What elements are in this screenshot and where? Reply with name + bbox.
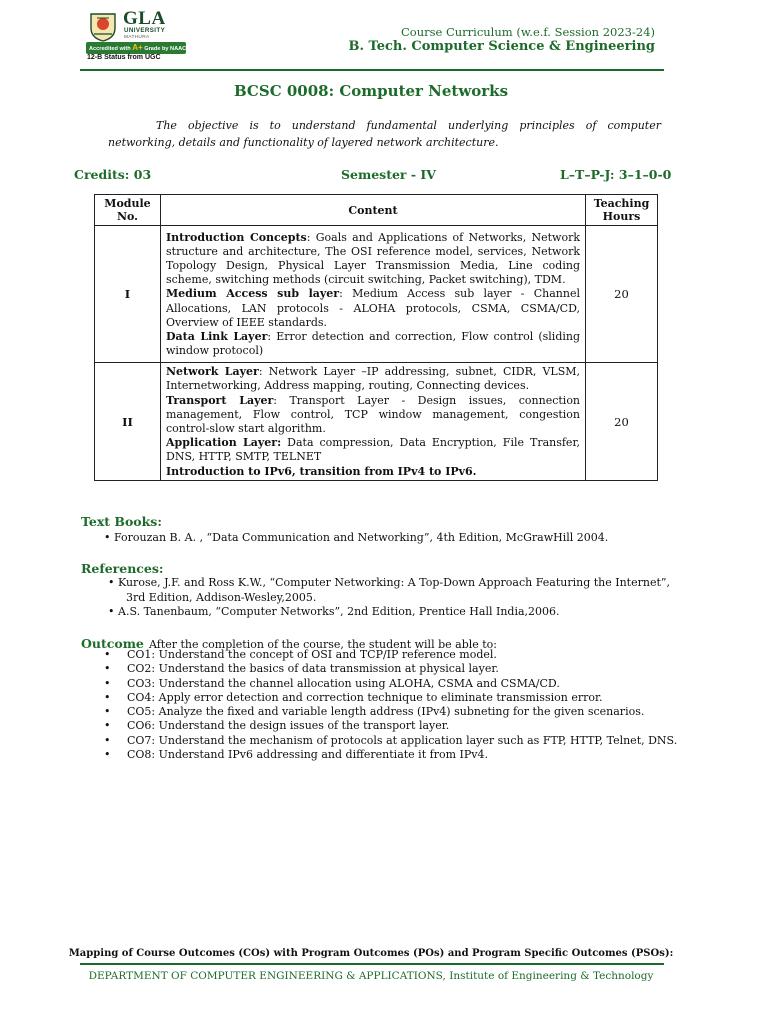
topic-text: Goals and Applications of Networks, Network structure and architecture, The OSI reference model, services, Network Topology Design, Physical Layer Transmission Media, Line coding scheme, switching methods (circuit switching, Packet switching), TDM. — [166, 230, 581, 287]
module-number: II — [95, 363, 161, 481]
table-header-row — [95, 195, 658, 226]
teaching-hours: 20 — [586, 363, 658, 481]
content-header: Content — [161, 195, 586, 226]
course-outcomes-list — [104, 648, 677, 762]
list-item — [104, 691, 677, 705]
list-item — [108, 576, 670, 605]
list-item — [104, 748, 677, 762]
footer-divider — [80, 963, 664, 965]
topic-text: Network Layer –IP addressing, subnet, CIDR, VLSM, Internetworking, Address mapping, routing, Connecting devices. — [166, 365, 581, 393]
hours-header: Teaching Hours — [586, 195, 658, 226]
course-title: BCSC 0008: Computer Networks — [233, 82, 509, 100]
course-outcome: CO6: Understand the design issues of the transport layer. — [127, 719, 450, 733]
topic-text: Data compression, Data Encryption, File Transfer, DNS, HTTP, SMTP, TELNET — [166, 436, 580, 464]
bullet-icon: • — [104, 690, 111, 704]
topic-separator: : — [258, 365, 269, 379]
module-content — [161, 226, 586, 363]
list-item — [104, 734, 677, 748]
course-outcome: CO4: Apply error detection and correction technique to eliminate transmission error. — [127, 690, 603, 704]
topic-heading: Application Layer: — [166, 436, 282, 450]
bullet-icon: • — [104, 748, 111, 762]
topic-heading: Introduction to IPv6, transition from IPv4 to IPv6. — [166, 464, 477, 478]
topic-heading: Medium Access sub layer — [166, 287, 340, 301]
bullet-icon: • — [108, 576, 115, 589]
bullet-icon: • — [104, 531, 111, 544]
topic-text: Transport Layer - Design issues, connection management, Flow control, TCP window management, congestion control-slow start algorithm. — [166, 393, 581, 435]
list-item — [104, 719, 677, 733]
teaching-hours: 20 — [586, 226, 658, 363]
course-outcome: CO5: Analyze the fixed and variable length address (IPv4) subneting for the given scenarios. — [127, 705, 645, 719]
list-item — [104, 677, 677, 691]
naac-grade: A+ — [132, 43, 143, 52]
bullet-icon: • — [104, 662, 111, 676]
outcome-intro: After the completion of the course, the student will be able to: — [148, 638, 498, 651]
mapping-heading: Mapping of Course Outcomes (COs) with Program Outcomes (POs) and Program Specific Outcomes (PSOs): — [68, 948, 674, 959]
header-divider — [80, 69, 664, 71]
objective-text: The objective is to understand fundamental underlying principles of computer networking, details and functionality of layered network architecture. — [108, 119, 661, 149]
bullet-icon: • — [104, 705, 111, 719]
topic-heading: Introduction Concepts — [166, 230, 307, 244]
topic-heading: Network Layer — [166, 365, 259, 379]
credits: Credits: 03 — [74, 167, 152, 182]
text-books-heading: Text Books: — [81, 514, 162, 529]
course-outcome: CO1: Understand the concept of OSI and TCP/IP reference model. — [127, 648, 497, 661]
references-heading: References: — [81, 561, 164, 576]
module-number: I — [95, 226, 161, 363]
outcome-heading: Outcome — [81, 636, 144, 651]
naac-badge — [86, 42, 186, 54]
page-footer — [0, 970, 742, 982]
ltpj: L–T–P-J: 3–1–0-0 — [560, 167, 672, 182]
table-row — [95, 363, 658, 481]
course-outcome: CO8: Understand IPv6 addressing and differentiate it from IPv4. — [127, 748, 488, 762]
table-row — [95, 226, 658, 363]
syllabus-table — [94, 194, 658, 481]
bullet-icon: • — [104, 648, 111, 661]
logo-wordmark: GLA — [123, 8, 166, 29]
semester: Semester - IV — [341, 167, 436, 182]
list-item — [104, 662, 677, 676]
bullet-icon: • — [104, 733, 111, 747]
department-name: DEPARTMENT OF COMPUTER ENGINEERING & APPLICATIONS, — [88, 970, 446, 982]
course-outcome: CO3: Understand the channel allocation using ALOHA, CSMA and CSMA/CD. — [127, 676, 560, 690]
reference-line: Kurose, J.F. and Ross K.W., “Computer Networking: A Top-Down Approach Featuring the Internet”, — [118, 576, 670, 589]
topic-text: Error detection and correction, Flow control (sliding window protocol) — [166, 330, 581, 358]
ugc-status: 12-B Status from UGC — [87, 54, 161, 61]
reference-line: 3rd Edition, Addison-Wesley,2005. — [126, 590, 317, 604]
list-item — [104, 648, 677, 662]
topic-text: Medium Access sub layer - Channel Allocations, LAN protocols - ALOHA protocols, CSMA, CSMA/CD, Overview of IEEE standards. — [166, 287, 581, 329]
logo-city-text: MATHURA — [124, 35, 150, 40]
curriculum-session: Course Curriculum (w.e.f. Session 2023-24) — [400, 25, 655, 39]
course-objective — [108, 117, 661, 151]
naac-suffix: Grade by NAAC — [144, 46, 187, 52]
course-outcome: CO7: Understand the mechanism of protocols at application layer such as FTP, HTTP, Telnet, DNS. — [127, 733, 678, 747]
bullet-icon: • — [104, 719, 111, 733]
logo-university-text: UNIVERSITY — [124, 27, 166, 34]
topic-separator: : — [273, 393, 290, 407]
text-book-item: Forouzan B. A. , “Data Communication and Networking”, 4th Edition, McGrawHill 2004. — [114, 531, 609, 544]
bullet-icon: • — [104, 676, 111, 690]
naac-prefix: Accredited with — [89, 46, 131, 52]
topic-separator: : — [339, 287, 353, 301]
topic-separator: : — [267, 330, 277, 343]
reference-line: A.S. Tanenbaum, “Computer Networks”, 2nd Edition, Prentice Hall India,2006. — [118, 605, 560, 618]
topic-heading: Transport Layer — [166, 393, 274, 407]
list-item — [104, 705, 677, 719]
university-emblem-icon — [88, 10, 118, 42]
institute-name: Institute of Engineering & Technology — [449, 970, 654, 982]
topic-separator: : — [306, 230, 316, 244]
module-header: Module No. — [95, 195, 161, 226]
list-item — [108, 605, 560, 620]
list-item — [104, 531, 608, 546]
course-outcome: CO2: Understand the basics of data transmission at physical layer. — [127, 662, 499, 676]
bullet-icon: • — [108, 605, 115, 618]
program-name: B. Tech. Computer Science & Engineering — [348, 39, 655, 54]
module-content — [161, 363, 586, 481]
topic-heading: Data Link Layer — [166, 330, 268, 343]
